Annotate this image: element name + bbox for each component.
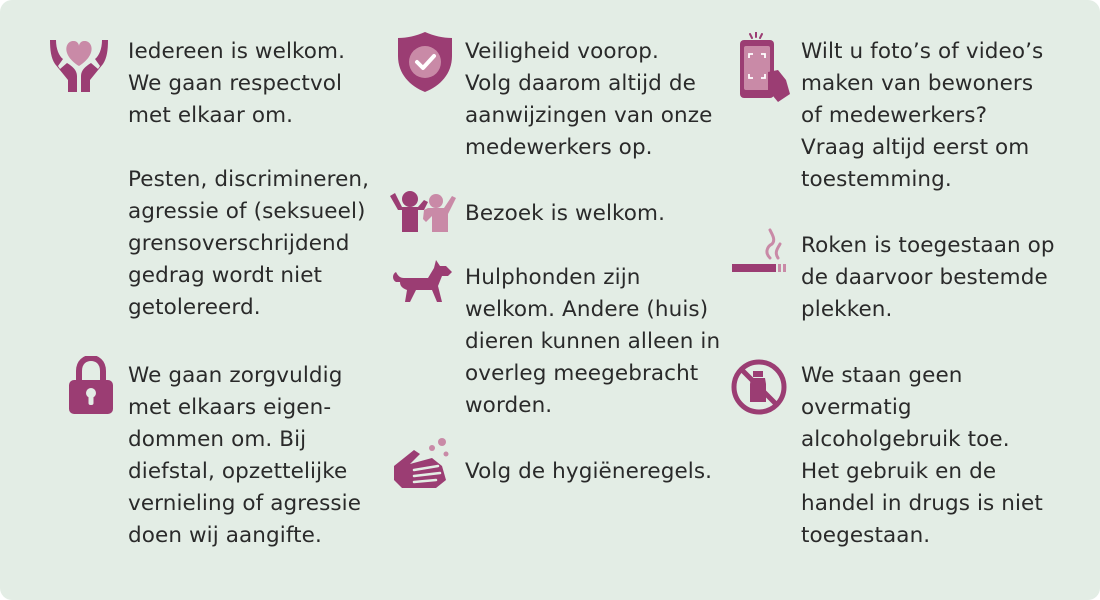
- rule-text-line: vernieling of agressie: [128, 491, 362, 516]
- rule-text-line: met elkaars eigen-: [128, 395, 332, 420]
- phone-camera-icon: [738, 32, 792, 102]
- rule-text-line: Iedereen is welkom.: [128, 39, 346, 64]
- rule-text: [128, 36, 369, 324]
- rule-text-line: dieren kunnen alleen in: [465, 329, 721, 354]
- rule-text-line: getolereerd.: [128, 295, 261, 320]
- shield-check-icon: [396, 30, 454, 94]
- rule-text-line: welkom. Andere (huis): [465, 297, 709, 322]
- rule-text-line: Volg de hygiëneregels.: [465, 459, 713, 484]
- rule-text-line: Veiligheid voorop.: [465, 39, 659, 64]
- rule-text-line: overmatig: [801, 395, 912, 420]
- rule-text-line: agressie of (seksueel): [128, 199, 366, 224]
- rule-text: [128, 360, 361, 552]
- dog-icon: [390, 258, 454, 306]
- rule-text-line: de daarvoor bestemde: [801, 265, 1048, 290]
- rule-text-line: Wilt u foto’s of video’s: [801, 39, 1044, 64]
- rule-text-line: maken van bewoners: [801, 71, 1034, 96]
- rule-text-line: Volg daarom altijd de: [465, 71, 696, 96]
- rule-text-line: alcoholgebruik toe.: [801, 427, 1010, 452]
- rule-text-line: Pesten, discrimineren,: [128, 167, 370, 192]
- rule-text-line: Vraag altijd eerst om: [801, 135, 1030, 160]
- rule-text-line: aanwijzingen van onze: [465, 103, 713, 128]
- rule-text-line: dommen om. Bij: [128, 427, 307, 452]
- rule-text: [465, 198, 665, 230]
- rule-text-line: We gaan respectvol: [128, 71, 343, 96]
- rule-text-line: Roken is toegestaan op: [801, 233, 1055, 258]
- rule-text: [465, 36, 712, 164]
- rule-text-line: overleg meegebracht: [465, 361, 699, 386]
- rule-text: [465, 456, 712, 488]
- heart-hands-icon: [46, 36, 112, 94]
- cigarette-icon: [730, 224, 788, 278]
- paragraph-gap: [128, 132, 369, 164]
- rule-text: [465, 262, 720, 422]
- visitors-icon: [388, 190, 458, 234]
- padlock-icon: [68, 356, 114, 416]
- rule-text-line: We gaan zorgvuldig: [128, 363, 343, 388]
- rule-text-line: gedrag wordt niet: [128, 263, 323, 288]
- rule-text-line: toegestaan.: [801, 523, 931, 548]
- rule-text-line: met elkaar om.: [128, 103, 294, 128]
- rule-text: [801, 36, 1043, 196]
- rule-text-line: plekken.: [801, 297, 893, 322]
- rule-text-line: doen wij aangifte.: [128, 523, 322, 548]
- rule-text-line: Bezoek is welkom.: [465, 201, 666, 226]
- rule-text-line: handel in drugs is niet: [801, 491, 1043, 516]
- rule-text-line: toestemming.: [801, 167, 952, 192]
- rule-text-line: We staan geen: [801, 363, 963, 388]
- handwash-icon: [392, 436, 452, 490]
- rule-text-line: medewerkers op.: [465, 135, 653, 160]
- rule-text: [801, 230, 1055, 326]
- rule-text-line: grensoverschrijdend: [128, 231, 350, 256]
- rule-text-line: Het gebruik en de: [801, 459, 997, 484]
- rule-text: [801, 360, 1043, 552]
- rule-text-line: Hulphonden zijn: [465, 265, 641, 290]
- rule-text-line: of medewerkers?: [801, 103, 988, 128]
- rule-text-line: worden.: [465, 393, 553, 418]
- rule-text-line: diefstal, opzettelijke: [128, 459, 348, 484]
- no-alcohol-icon: [730, 358, 788, 416]
